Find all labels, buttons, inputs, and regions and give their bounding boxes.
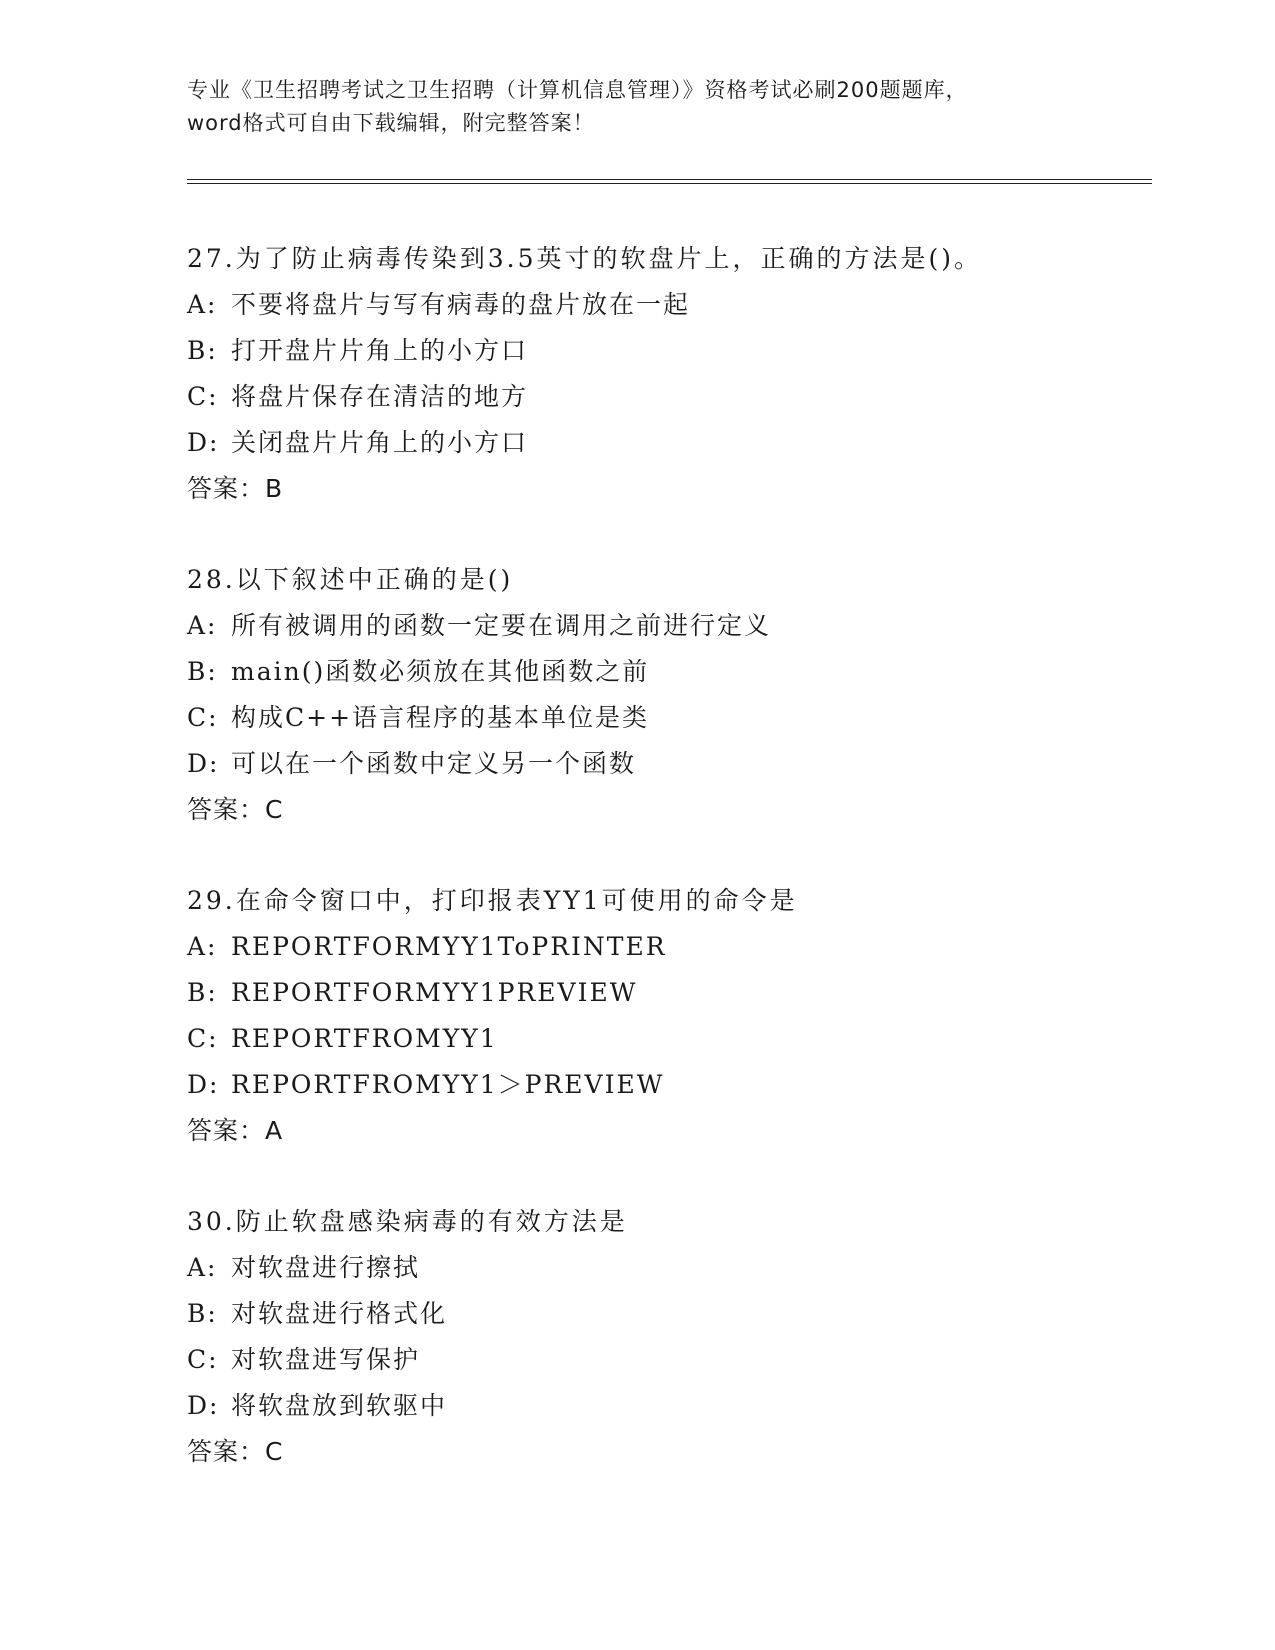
option-b xyxy=(187,328,1147,374)
answer-line: 答案：C xyxy=(187,795,284,824)
option-a xyxy=(187,1245,1147,1291)
option-a xyxy=(187,603,1147,649)
question-list xyxy=(187,236,1147,1520)
option-text: 所有被调用的函数一定要在调用之前进行定义 xyxy=(231,611,772,640)
option-d xyxy=(187,741,1147,787)
option-text: 将盘片保存在清洁的地方 xyxy=(231,382,529,411)
option-key: C: xyxy=(187,1345,219,1374)
option-text: 构成C++语言程序的基本单位是类 xyxy=(231,703,650,732)
option-c xyxy=(187,374,1147,420)
option-key: B: xyxy=(187,657,218,686)
option-text: REPORTFROMYY1 xyxy=(231,1024,498,1053)
option-key: A: xyxy=(187,932,218,961)
option-key: B: xyxy=(187,1299,218,1328)
question-stem: 30.防止软盘感染病毒的有效方法是 xyxy=(187,1207,628,1236)
option-text: REPORTFROMYY1＞PREVIEW xyxy=(231,1070,665,1099)
option-d xyxy=(187,1383,1147,1429)
option-key: C: xyxy=(187,382,219,411)
question-stem: 29.在命令窗口中，打印报表YY1可使用的命令是 xyxy=(187,886,798,915)
document-header xyxy=(187,74,1087,140)
option-c xyxy=(187,1016,1147,1062)
option-c xyxy=(187,1337,1147,1383)
header-divider-bottom xyxy=(187,183,1152,184)
question-28 xyxy=(187,557,1147,878)
option-text: REPORTFORMYY1ToPRINTER xyxy=(231,932,667,961)
option-text: 将软盘放到软驱中 xyxy=(231,1391,448,1420)
option-key: A: xyxy=(187,290,218,319)
option-key: A: xyxy=(187,611,218,640)
option-text: 不要将盘片与写有病毒的盘片放在一起 xyxy=(231,290,691,319)
option-key: C: xyxy=(187,1024,219,1053)
option-text: main()函数必须放在其他函数之前 xyxy=(231,657,650,686)
option-b xyxy=(187,970,1147,1016)
option-text: 对软盘进行格式化 xyxy=(231,1299,448,1328)
option-text: REPORTFORMYY1PREVIEW xyxy=(231,978,638,1007)
option-b xyxy=(187,1291,1147,1337)
option-text: 对软盘进写保护 xyxy=(231,1345,421,1374)
option-key: B: xyxy=(187,336,218,365)
question-27 xyxy=(187,236,1147,557)
question-29 xyxy=(187,878,1147,1199)
option-text: 可以在一个函数中定义另一个函数 xyxy=(231,749,637,778)
option-a xyxy=(187,924,1147,970)
option-key: A: xyxy=(187,1253,218,1282)
question-stem: 28.以下叙述中正确的是() xyxy=(187,565,514,594)
option-key: D: xyxy=(187,428,220,457)
header-line-2: word格式可自由下载编辑，附完整答案！ xyxy=(187,111,595,135)
option-text: 对软盘进行擦拭 xyxy=(231,1253,421,1282)
option-key: B: xyxy=(187,978,218,1007)
question-stem: 27.为了防止病毒传染到3.5英寸的软盘片上，正确的方法是()。 xyxy=(187,244,983,273)
option-text: 打开盘片片角上的小方口 xyxy=(231,336,529,365)
option-key: D: xyxy=(187,1070,220,1099)
option-a xyxy=(187,282,1147,328)
header-divider-top xyxy=(187,179,1152,180)
option-key: D: xyxy=(187,1391,220,1420)
option-c xyxy=(187,695,1147,741)
answer-line: 答案：A xyxy=(187,1116,284,1145)
option-key: D: xyxy=(187,749,220,778)
option-b xyxy=(187,649,1147,695)
option-d xyxy=(187,420,1147,466)
option-text: 关闭盘片片角上的小方口 xyxy=(231,428,529,457)
answer-line: 答案：B xyxy=(187,474,284,503)
answer-line: 答案：C xyxy=(187,1437,284,1466)
header-line-1: 专业《卫生招聘考试之卫生招聘（计算机信息管理）》资格考试必刷200题题库， xyxy=(187,78,968,102)
option-d xyxy=(187,1062,1147,1108)
question-30 xyxy=(187,1199,1147,1520)
option-key: C: xyxy=(187,703,219,732)
